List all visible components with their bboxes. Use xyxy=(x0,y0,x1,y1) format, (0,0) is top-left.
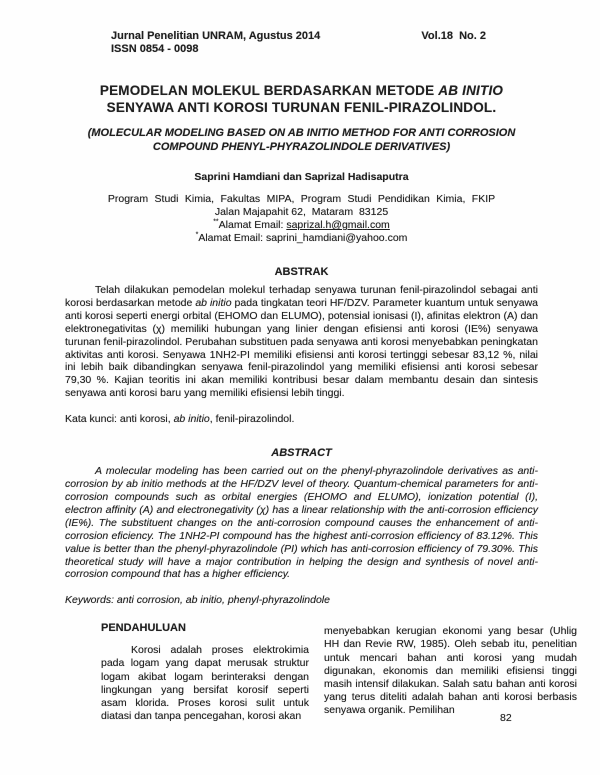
article-title-rest: SENYAWA ANTI KOROSI TURUNAN FENIL-PIRAZOLINDOL. xyxy=(106,100,497,115)
abstrak-heading: ABSTRAK xyxy=(274,266,329,278)
email-2-address: saprini_hamdiani@yahoo.com xyxy=(266,232,408,244)
page-header xyxy=(65,30,538,56)
abstrak-body xyxy=(65,284,538,400)
abstract-body: A molecular modeling has been carried out on the phenyl-phyrazolindole derivatives as anti-corrosion by ab initio methods at the HF/DZV level of theory. Quantum-chemical parameters for anti-corrosion compounds such as orbital energies (EHOMO and ELUMO), ionization potential (I), electron affinity (A) and electronegativity (χ) has a linear relationship with the anti-corrosion efficiency (IE%). The substituent changes on the anti-corrosion compound causes the enhancement of anti-corrosion eficiency. The 1NH2-PI compound has the highest anti-corrosion efficiency of 83.12%. This value is better than the phenyl-phyrazolindole (PI) which has anti-corrosion efficiency of 79.30%. This theoretical study will have a major contribution in helping the design and synthesis of novel anti-corrosion compound that has a higher efficiency. xyxy=(65,465,538,581)
keywords-line: Keywords: anti corrosion, ab initio, phenyl-phyrazolindole xyxy=(65,594,330,607)
journal-info xyxy=(111,30,320,56)
kata-kunci-line xyxy=(65,413,538,426)
email-1-label: Alamat Email: xyxy=(218,219,287,231)
journal-name: Jurnal Penelitian UNRAM, Agustus 2014 xyxy=(111,30,321,42)
email-2-superscript: * xyxy=(195,231,199,239)
intro-paragraph-left: Korosi adalah proses elektrokimia pada logam yang dapat merusak struktur logam akibat logam berinteraksi dengan lingkungan yang bersifat korosif seperti asam klorida. Proses korosi sulit untuk diatasi dan tanpa pencegahan, korosi akan xyxy=(101,644,309,722)
article-title-text: PEMODELAN MOLEKUL BERDASARKAN METODE xyxy=(99,83,439,98)
email-line-1 xyxy=(65,219,538,232)
article-title-italic: AB INITIO xyxy=(438,83,504,98)
volume-number: Vol.18 No. 2 xyxy=(421,30,486,42)
right-column xyxy=(324,622,577,723)
email-1-superscript: ** xyxy=(213,218,219,226)
abstrak-body-text: Telah dilakukan pemodelan molekul terhadap senyawa turunan fenil-pirazolindol sebagai anti korosi berdasarkan metode xyxy=(65,284,538,309)
affiliation-line2: Jalan Majapahit 62, Mataram 83125 xyxy=(214,206,389,218)
kata-kunci-text: Kata kunci: anti korosi, xyxy=(65,413,174,426)
abstrak-body-italic: ab initio xyxy=(195,296,232,309)
article-title xyxy=(65,82,538,116)
issn-number: ISSN 0854 - 0098 xyxy=(111,43,199,55)
pendahuluan-heading: PENDAHULUAN xyxy=(101,622,186,635)
affiliation-line1: Program Studi Kimia, Fakultas MIPA, Program Studi Pendidikan Kimia, FKIP xyxy=(107,193,496,205)
abstract-heading: ABSTRACT xyxy=(271,447,332,460)
email-line-2 xyxy=(65,232,538,245)
affiliation-block xyxy=(65,193,538,245)
body-columns xyxy=(101,622,577,723)
email-1-address: saprizal.h@gmail.com xyxy=(286,219,390,231)
abstrak-body-rest: pada tingkatan teori HF/DZV. Parameter kuantum untuk senyawa anti korosi seperti energi orbital (EHOMO dan ELUMO), potensial ionisasi (I), afinitas elektron (A) dan elektronegativitas (χ) memiliki hubungan yang linier dengan efisiensi anti korosi (IE%) senyawa turunan fenil-pirazolindol. Perubahan substituen pada senyawa anti korosi menyebabkan peningkatan aktivitas anti korosi. Senyawa 1NH2-PI memiliki efisiensi anti korosi tertinggi sebesar 83,12 %, nilai ini lebih baik dibandingkan senyawa fenil-pirazolindol yang memiliki efisiensi anti korosi sebesar 79,30 %. Kajian teoritis ini akan memiliki kontribusi besar dalam membantu desain dan sintesis senyawa anti korosi baru yang memiliki efisiensi lebih tinggi. xyxy=(65,296,538,400)
article-title-english: (MOLECULAR MODELING BASED ON AB INITIO METHOD FOR ANTI CORROSION COMPOUND PHENYL-PHYRAZOLINDOLE DERIVATIVES) xyxy=(87,127,516,153)
kata-kunci-italic: ab initio xyxy=(173,413,210,426)
page-number: 82 xyxy=(500,712,512,724)
intro-paragraph-right: menyebabkan kerugian ekonomi yang besar (Uhlig HH dan Revie RW, 1985). Oleh sebab itu, penelitian untuk mencari bahan anti korosi yang mudah digunakan, ekonomis dan memiliki efisiensi tinggi masih intensif dilakukan. Salah satu bahan anti korosi yang terus diteliti adalah bahan anti korosi berbasis senyawa organik. Pemilihan xyxy=(324,625,577,716)
left-column xyxy=(101,622,309,723)
authors-line: Saprini Hamdiani dan Saprizal Hadisaputra xyxy=(194,171,409,183)
kata-kunci-rest: , fenil-pirazolindol. xyxy=(209,413,295,426)
email-2-label: Alamat Email: xyxy=(198,232,266,244)
